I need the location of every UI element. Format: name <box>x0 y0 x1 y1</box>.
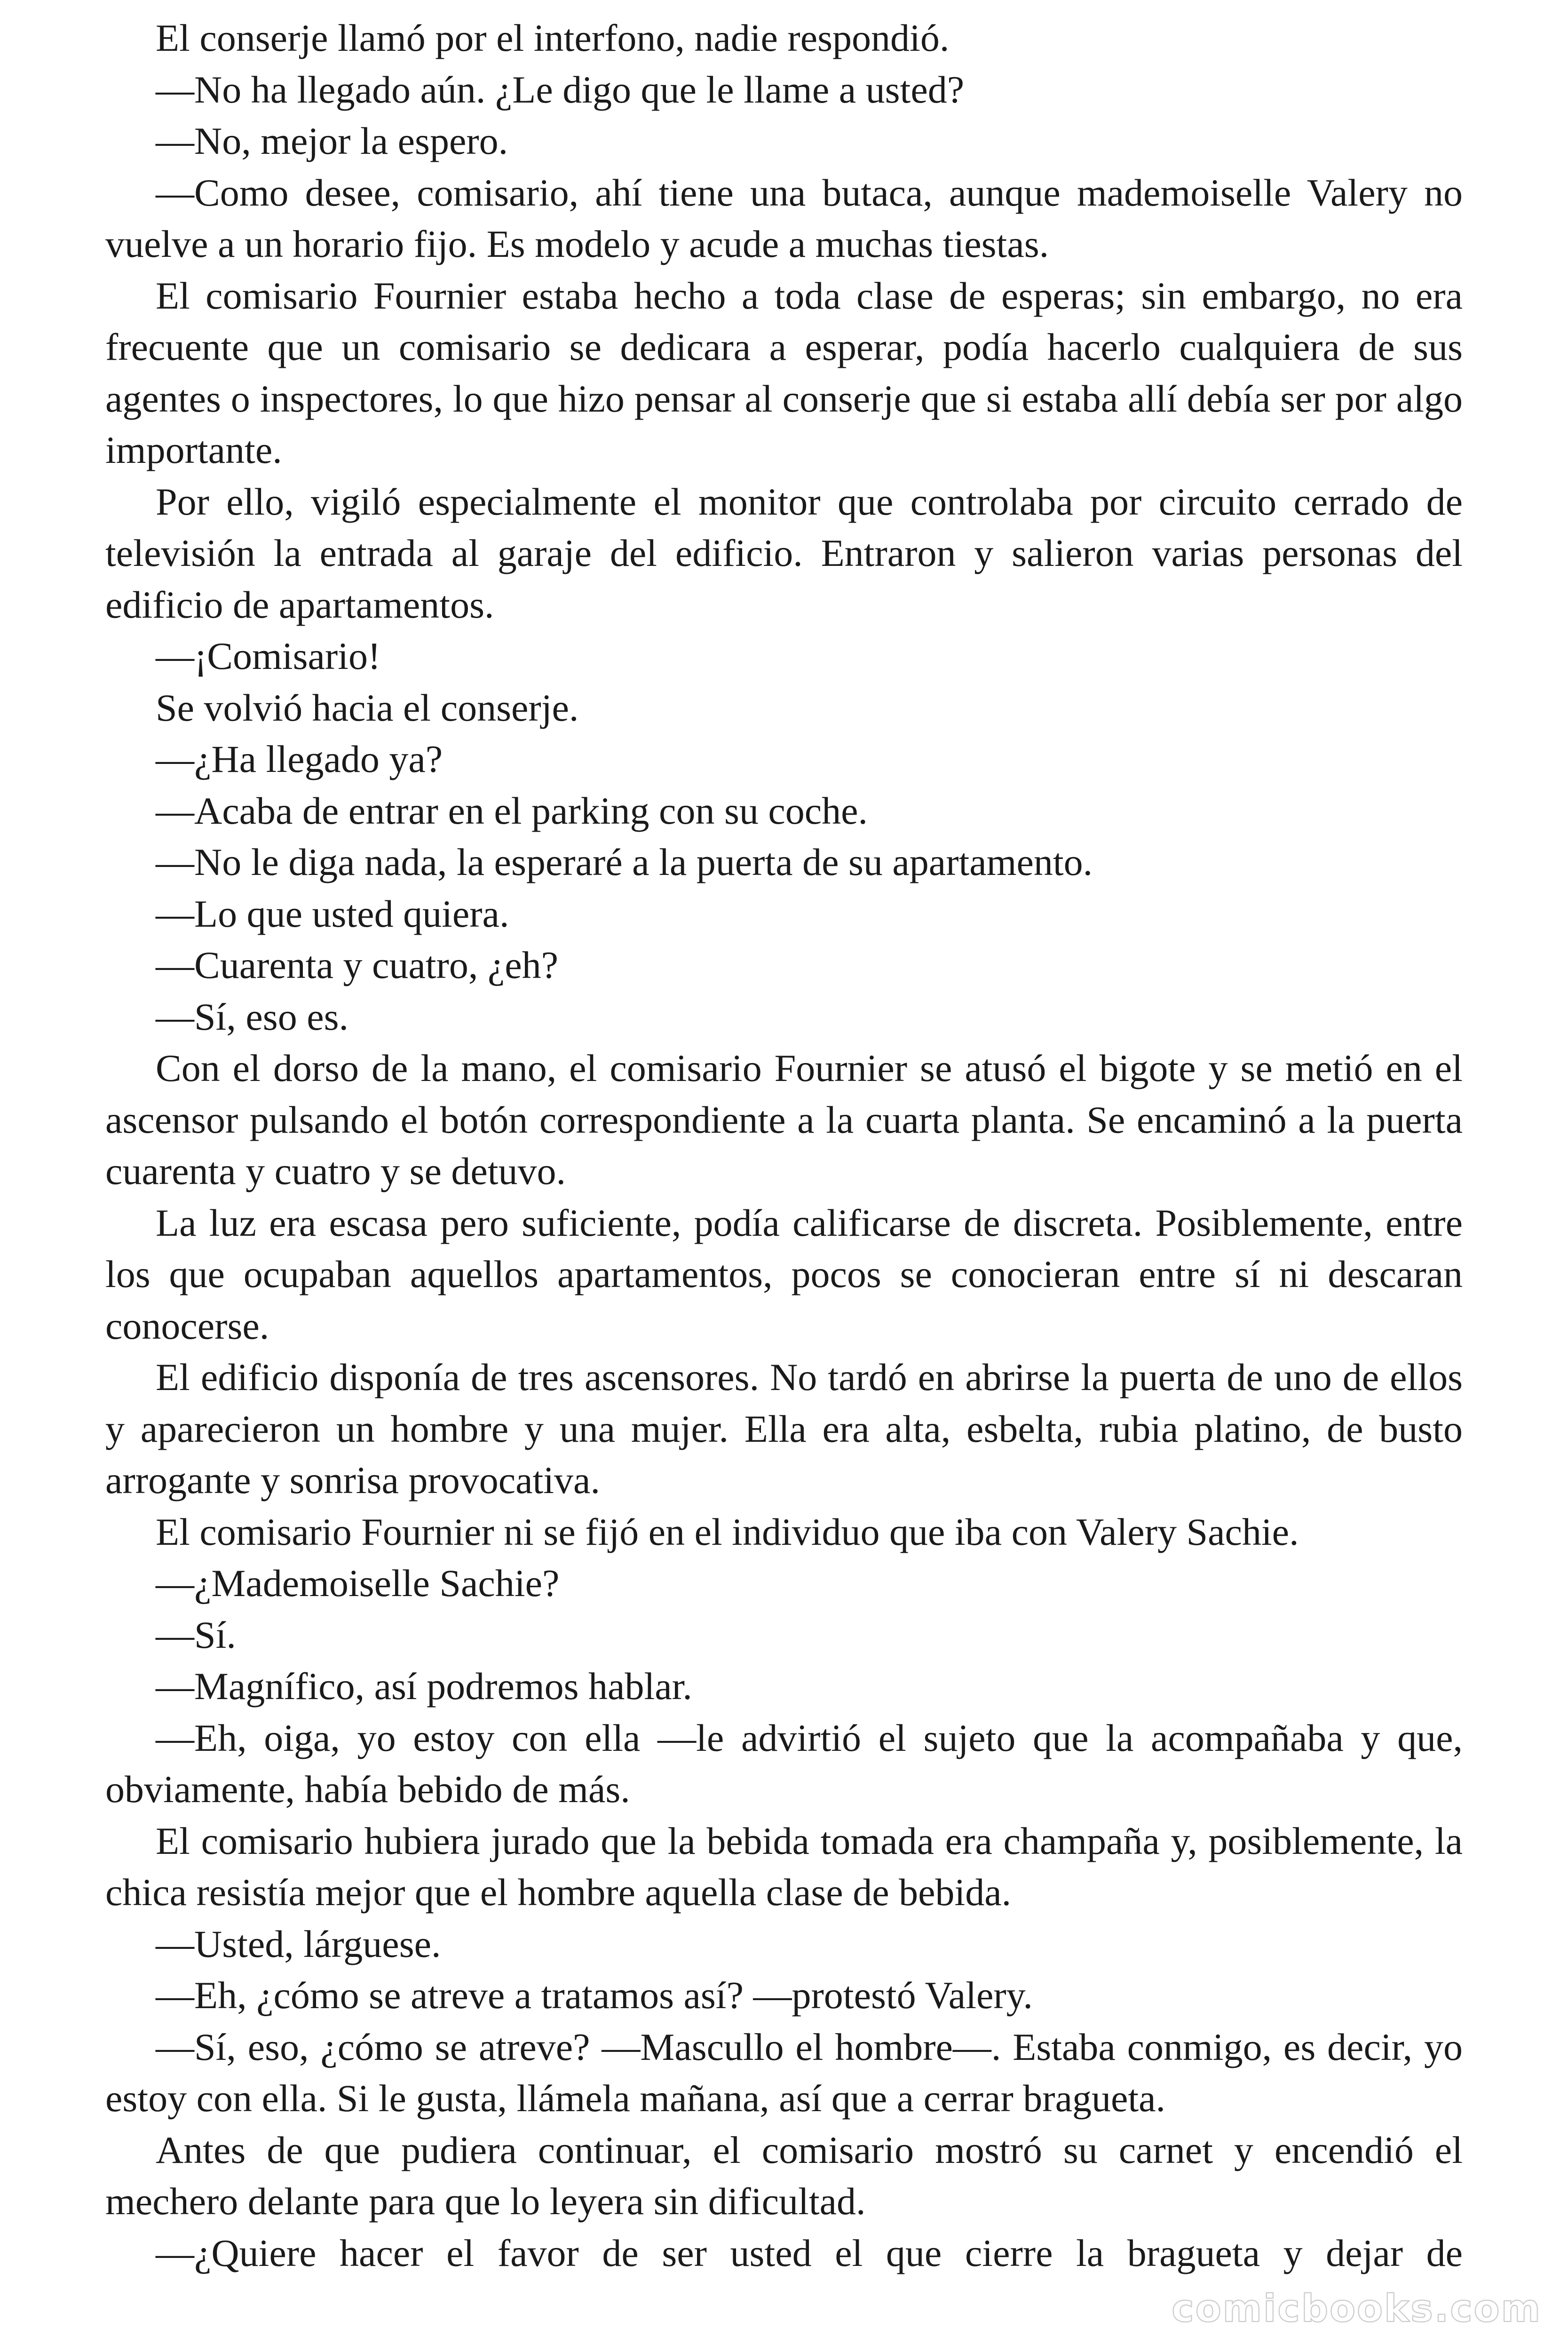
paragraph-17: El edificio disponía de tres ascensores. No tardó en abrirse la puerta de uno de ellos y aparecieron un hombre y una mujer. Ella era alta, esbelta, rubia platino, de busto arrogante y sonrisa provocativa. <box>105 1356 1463 1502</box>
paragraph-20: —Sí. <box>156 1613 236 1656</box>
paragraph-11: —No le diga nada, la esperaré a la puerta de su apartamento. <box>156 841 1093 883</box>
paragraph-19: —¿Mademoiselle Sachie? <box>156 1562 560 1605</box>
paragraph-5: El comisario Fournier estaba hecho a toda clase de esperas; sin embargo, no era frecuente que un comisario se dedicara a esperar, podía hacerlo cualquiera de sus agentes o inspectores, lo que hizo pensar al conserje que si estaba allí debía ser por algo importante. <box>105 274 1463 471</box>
paragraph-18: El comisario Fournier ni se fijó en el individuo que iba con Valery Sachie. <box>156 1510 1299 1553</box>
paragraph-13: —Cuarenta y cuatro, ¿eh? <box>156 944 559 986</box>
paragraph-3: —No, mejor la espero. <box>156 119 508 162</box>
paragraph-7: —¡Comisario! <box>156 635 381 677</box>
paragraph-21: —Magnífico, así podremos hablar. <box>156 1665 692 1708</box>
paragraph-23: El comisario hubiera jurado que la bebida tomada era champaña y, posiblemente, la chica resistía mejor que el hombre aquella clase de bebida. <box>105 1819 1463 1914</box>
watermark-logo: comicbooks.com <box>1172 2287 1542 2330</box>
paragraph-27: Antes de que pudiera continuar, el comisario mostró su carnet y encendió el mechero delante para que lo leyera sin dificultad. <box>105 2128 1463 2223</box>
paragraph-22: —Eh, oiga, yo estoy con ella —le advirtió el sujeto que la acompañaba y que, obviamente, había bebido de más. <box>105 1716 1463 1811</box>
paragraph-28: —¿Quiere hacer el favor de ser usted el que cierre la bragueta y dejar de <box>156 2231 1463 2274</box>
paragraph-9: —¿Ha llegado ya? <box>156 738 443 780</box>
paragraph-15: Con el dorso de la mano, el comisario Fournier se atusó el bigote y se metió en el ascensor pulsando el botón correspondiente a la cuarta planta. Se encaminó a la puerta cuarenta y cuatro y se detuvo. <box>105 1047 1463 1192</box>
paragraph-8: Se volvió hacia el conserje. <box>156 686 579 729</box>
paragraph-26: —Sí, eso, ¿cómo se atreve? —Mascullo el hombre—. Estaba conmigo, es decir, yo estoy con ella. Si le gusta, llámela mañana, así que a cerrar bragueta. <box>105 2025 1463 2120</box>
paragraph-1: El conserje llamó por el interfono, nadie respondió. <box>156 16 950 59</box>
paragraph-14: —Sí, eso es. <box>156 995 348 1038</box>
paragraph-2: —No ha llegado aún. ¿Le digo que le llame a usted? <box>156 68 965 111</box>
page-text <box>105 12 1463 2279</box>
paragraph-10: —Acaba de entrar en el parking con su coche. <box>156 789 868 832</box>
paragraph-4: —Como desee, comisario, ahí tiene una butaca, aunque mademoiselle Valery no vuelve a un horario fijo. Es modelo y acude a muchas tiestas. <box>105 171 1463 265</box>
paragraph-24: —Usted, lárguese. <box>156 1922 441 1965</box>
paragraph-16: La luz era escasa pero suficiente, podía calificarse de discreta. Posiblemente, entre los que ocupaban aquellos apartamentos, pocos se conocieran entre sí ni descaran conocerse. <box>105 1201 1463 1347</box>
paragraph-6: Por ello, vigiló especialmente el monitor que controlaba por circuito cerrado de televisión la entrada al garaje del edificio. Entraron y salieron varias personas del edificio de apartamentos. <box>105 480 1463 626</box>
paragraph-25: —Eh, ¿cómo se atreve a tratamos así? —protestó Valery. <box>156 1974 1033 2017</box>
paragraph-12: —Lo que usted quiera. <box>156 892 509 935</box>
